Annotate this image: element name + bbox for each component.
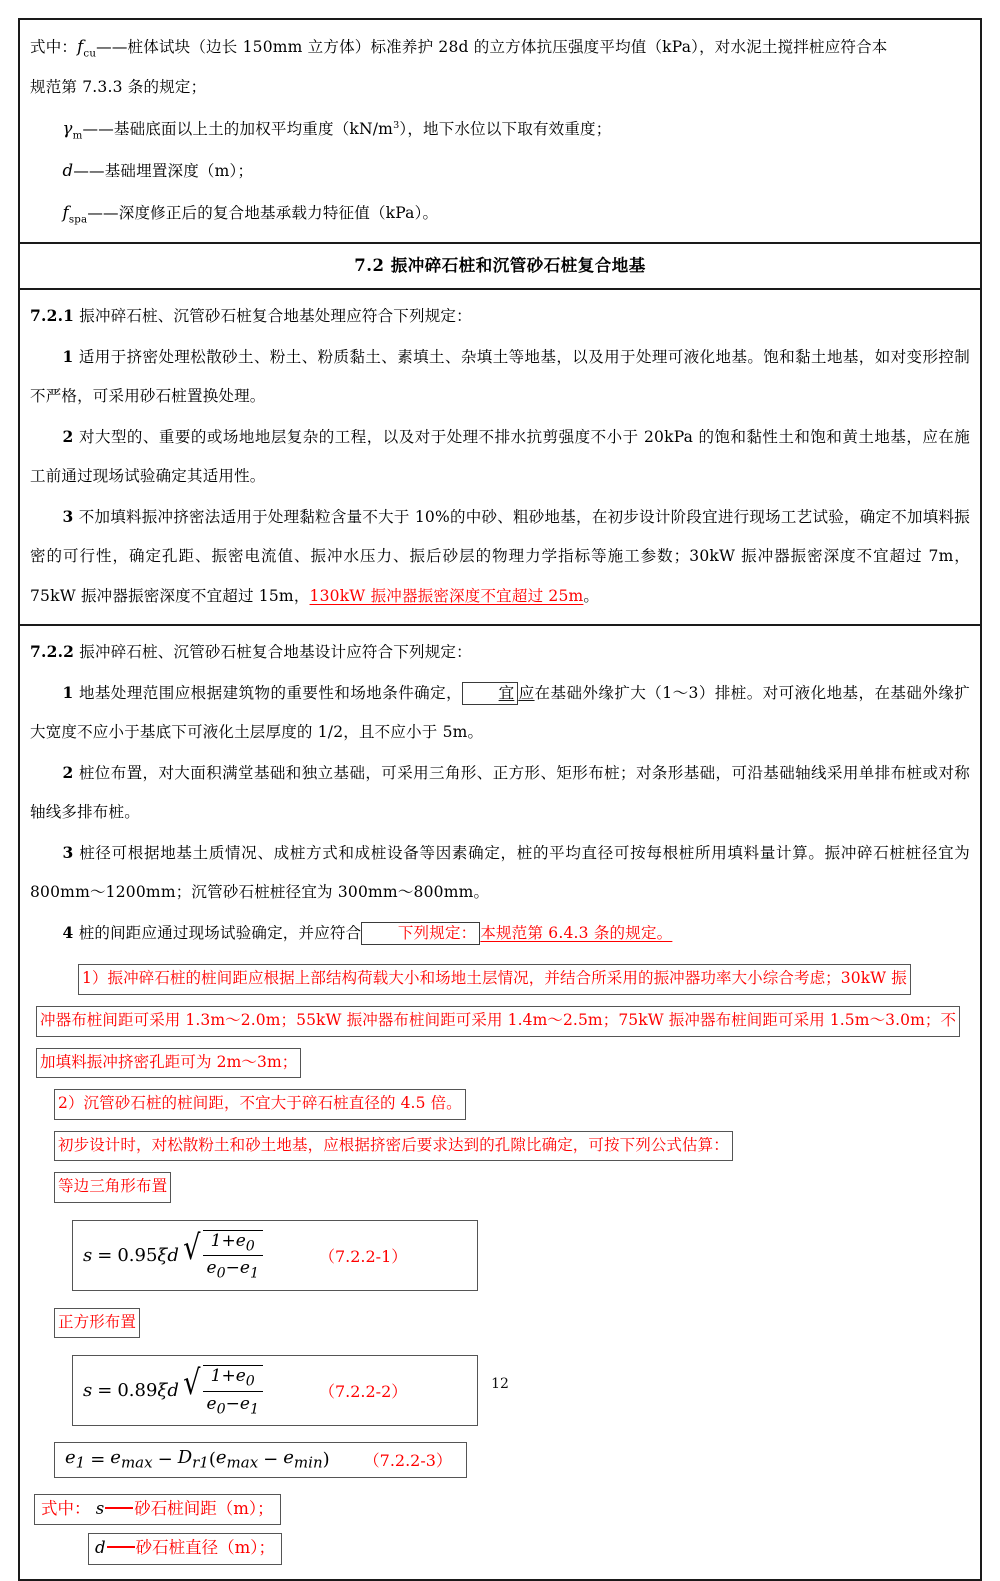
formula-emax: $e_{max}$ [110, 1446, 153, 1472]
definition-symbol-d: d [95, 1538, 106, 1558]
symbol-definitions-cell [19, 19, 981, 243]
red-annotation-text: 冲器布桩间距可采用 1.3m～2.0m；55kW 振冲器布桩间距可采用 1.4m～2.5m；75kW 振冲器布桩间距可采用 1.5m～3.0m；不 [36, 1006, 960, 1037]
clause-722-title [30, 632, 970, 673]
formula-e1: $e_1$ [65, 1446, 86, 1472]
red-annotation-text: 初步设计时，对松散粉土和砂土地基，应根据挤密后要求达到的孔隙比确定，可按下列公式估算： [54, 1131, 733, 1162]
formula-lhs: s [83, 1244, 93, 1266]
symbol-gamma-exp: 3 [393, 119, 400, 131]
definition-symbol-s: s [95, 1498, 105, 1518]
item-text-tail: 在基础外缘扩大（1～3）排桩。对可液化地基，在基础外缘扩大宽度不应小于基底下可液化土层厚度的 1/2，且不应小于 5m。 [30, 683, 970, 742]
formula-number: （7.2.2-3） [363, 1450, 452, 1470]
item-text: 桩径可根据地基土质情况、成桩方式和成桩设备等因素确定，桩的平均直径可按每根桩所用填料量计算。振冲碎石桩桩径宜为 800mm～1200mm；沉管砂石桩桩径宜为 300mm～800mm。 [30, 843, 970, 902]
symbol-d: d [62, 160, 74, 180]
formula-number: （7.2.2-2） [318, 1382, 408, 1402]
item-number: 3 [62, 506, 74, 526]
clause-721-number: 7.2.1 [30, 306, 75, 326]
formula-box-3 [54, 1442, 467, 1478]
symbol-line-fcu-cont [30, 68, 970, 108]
definition-row-s [30, 1494, 970, 1526]
definition-prefix: 式中： [41, 1498, 91, 1518]
boxed-red-deleted-text: 下列规定： [361, 922, 480, 945]
fraction-numerator: $1+e_0$ [203, 1231, 263, 1256]
item-text: 地基处理范围应根据建筑物的重要性和场地条件确定， [78, 683, 463, 702]
clause-722-item-2 [30, 753, 970, 833]
red-annotation-row-3 [30, 1048, 970, 1079]
clause-721-cell [19, 289, 981, 625]
clause-722-item-3 [30, 833, 970, 913]
shizhong-label: 式中： [30, 38, 78, 56]
symbol-gamma-desc: ——基础底面以上土的加权平均重度（kN/m [82, 119, 394, 138]
formula-paren-open: ( [208, 1448, 216, 1470]
table-row-clause-722 [19, 625, 981, 1580]
fraction-numerator: $1+e_0$ [203, 1366, 263, 1391]
red-annotation-row-1 [30, 964, 970, 995]
red-annotation-row-5 [30, 1131, 970, 1162]
clause-722-title-text: 振冲碎石桩、沉管砂石桩复合地基设计应符合下列规定： [79, 643, 472, 662]
item-text: 适用于挤密处理松散砂土、粉土、粉质黏土、素填土、杂填土等地基，以及用于处理可液化地基。饱和黏土地基，如对变形控制不严格，可采用砂石桩置换处理。 [30, 347, 970, 406]
radical-sign: √ [183, 1363, 201, 1404]
formula-coefficient: 0.89 [117, 1380, 158, 1402]
definition-row-d [30, 1533, 970, 1565]
symbol-line-fspa [30, 192, 970, 234]
item-text-tail: 。 [583, 586, 600, 605]
item-text: 对大型的、重要的或场地地层复杂的工程，以及对于处理不排水抗剪强度不小于 20kPa 的饱和黏性土和饱和黄土地基，应在施工前通过现场试验确定其适用性。 [30, 427, 970, 486]
item-text: 不加填料振冲挤密法适用于处理黏粒含量不大于 10%的中砂、粗砂地基，在初步设计阶段宜进行现场工艺试验，确定不加填料振密的可行性，确定孔距、振密电流值、振冲水压力、振后砂层的物理力学指标等施工参数；30kW 振冲器振密深度不宜超过 7m，75kW 振冲器振密深度不宜超过 15m， [30, 507, 970, 605]
item-number: 2 [62, 762, 74, 782]
definition-text: 砂石桩间距（m）； [134, 1498, 274, 1518]
table-row-clause-721 [19, 289, 981, 625]
symbol-line-gamma [30, 108, 970, 150]
table-row-symbols [19, 19, 981, 243]
page-number: 12 [491, 1376, 509, 1392]
definition-box-d [88, 1533, 282, 1565]
formula-emin: $e_{min}$ [283, 1446, 323, 1472]
fraction-denominator: $e_0-e_1$ [206, 1393, 259, 1417]
formula-equals: = [97, 1380, 113, 1402]
section-header-cell: 7.2 振冲碎石桩和沉管砂石桩复合地基 [19, 243, 981, 289]
underlined-char-ying: 应 [518, 683, 535, 702]
symbol-line-fcu [30, 26, 970, 68]
formula-expression-1 [83, 1229, 463, 1282]
symbol-fcu: $f_{cu}$ [77, 37, 97, 60]
red-annotation-text: 加填料振冲挤密孔距可为 2m～3m； [36, 1048, 301, 1079]
item-text: 桩的间距应通过现场试验确定，并应符合 [78, 923, 362, 942]
symbol-fspa-desc: ——深度修正后的复合地基承载力特征值（kPa）。 [87, 203, 439, 222]
symbol-gamma-desc-after: ），地下水位以下取有效重度； [399, 119, 612, 138]
red-annotation-row-4 [30, 1089, 970, 1120]
clause-722-number: 7.2.2 [30, 642, 75, 662]
formula-dr1: $D_{r1}$ [177, 1446, 209, 1472]
clause-721-title-text: 振冲碎石桩、沉管砂石桩复合地基处理应符合下列规定： [79, 307, 472, 326]
fraction-denominator: $e_0-e_1$ [206, 1258, 259, 1282]
red-dash [105, 1507, 133, 1509]
formula-fraction [203, 1230, 263, 1282]
red-annotation-row-2 [30, 1006, 970, 1037]
formula-row-1 [30, 1214, 970, 1297]
definition-text: 砂石桩直径（m）； [135, 1538, 275, 1558]
document-table [18, 18, 982, 1581]
clause-722-cell [19, 625, 981, 1580]
red-annotation-label-triangle [30, 1172, 970, 1203]
formula-number: （7.2.2-1） [318, 1246, 408, 1266]
clause-721-title [30, 296, 970, 337]
formula-minus: − [157, 1448, 173, 1470]
item-number: 2 [62, 426, 74, 446]
symbol-gamma-m: $\gamma_m$ [62, 118, 83, 141]
clause-722-item-4 [30, 913, 970, 954]
red-annotation-text: 正方形布置 [54, 1308, 140, 1339]
formula-minus-2: − [263, 1448, 279, 1470]
formula-expression-3 [65, 1447, 452, 1472]
formula-row-3 [30, 1436, 970, 1484]
red-annotation-text: 2）沉管砂石桩的桩间距，不宜大于碎石桩直径的 4.5 倍。 [54, 1089, 466, 1120]
symbol-d-desc: ——基础埋置深度（m）； [73, 161, 254, 180]
symbol-fcu-desc-cont: 规范第 7.3.3 条的规定； [30, 78, 207, 97]
radical-sign: √ [183, 1227, 201, 1268]
formula-lhs: s [83, 1380, 93, 1402]
item-number: 4 [62, 922, 74, 942]
formula-sqrt [181, 1229, 263, 1282]
item-text: 桩位布置，对大面积满堂基础和独立基础，可采用三角形、正方形、矩形布桩；对条形基础，可沿基础轴线采用单排布桩或对称轴线多排布桩。 [30, 763, 970, 822]
formula-equals: = [97, 1244, 113, 1266]
clause-721-item-3 [30, 497, 970, 617]
red-annotation-text: 1）振冲碎石桩的桩间距应根据上部结构荷载大小和场地土层情况，并结合所采用的振冲器功率大小综合考虑；30kW 振 [78, 964, 911, 995]
red-annotation-text: 等边三角形布置 [54, 1172, 171, 1203]
red-dash [107, 1546, 135, 1548]
red-inserted-text: 130kW 振冲器振密深度不宜超过 25m [309, 586, 584, 605]
formula-xi: ξ [157, 1244, 168, 1266]
boxed-char-yi: 宜 [462, 682, 518, 705]
formula-d: d [167, 1380, 179, 1402]
item-number: 1 [62, 346, 74, 366]
table-row-section-header [19, 243, 981, 289]
red-annotation-label-square [30, 1308, 970, 1339]
formula-paren-close: ) [322, 1448, 330, 1470]
formula-coefficient: 0.95 [117, 1244, 158, 1266]
definition-box-s [34, 1494, 281, 1526]
clause-721-item-2 [30, 417, 970, 497]
symbol-line-d [30, 150, 970, 192]
formula-emax-2: $e_{max}$ [215, 1446, 259, 1472]
formula-equals: = [90, 1448, 106, 1470]
item-number: 1 [62, 682, 74, 702]
red-replacement-text: 本规范第 6.4.3 条的规定。 [480, 923, 673, 942]
formula-box-1 [72, 1220, 478, 1291]
item-number: 3 [62, 842, 74, 862]
symbol-fspa: $f_{spa}$ [62, 202, 88, 225]
clause-722-item-1 [30, 673, 970, 753]
symbol-fcu-desc: ——桩体试块（边长 150mm 立方体）标准养护 28d 的立方体抗压强度平均值（kPa），对水泥土搅拌桩应符合本 [96, 38, 888, 56]
formula-xi: ξ [157, 1380, 168, 1402]
formula-d: d [167, 1244, 179, 1266]
clause-721-item-1 [30, 337, 970, 417]
